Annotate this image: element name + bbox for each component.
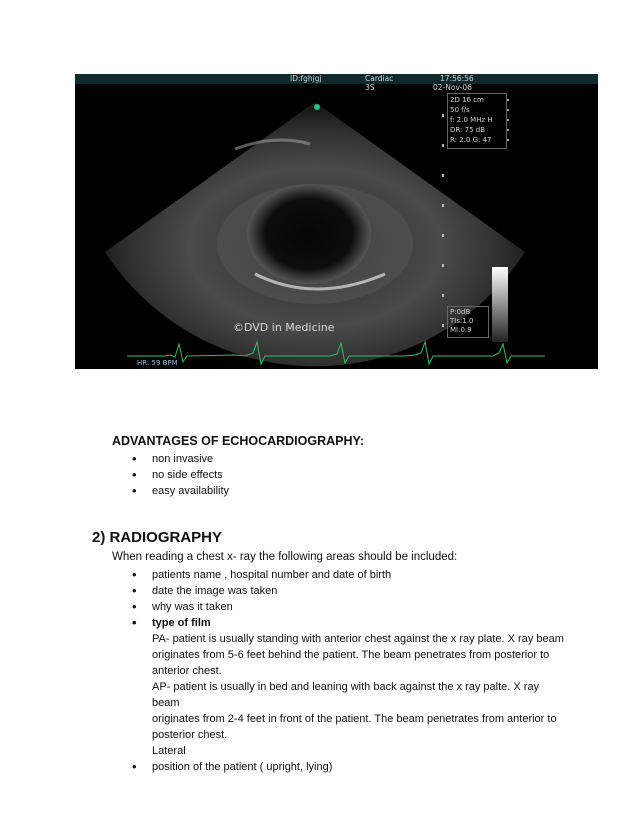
grayscale-bar	[492, 267, 508, 342]
mode-label: Cardiac	[365, 74, 394, 83]
param-gain: R: 2.0 G: 47	[450, 136, 492, 144]
list-item: • non invasive	[128, 451, 229, 467]
probe-label: 3S	[365, 83, 375, 92]
right-scale	[507, 99, 509, 141]
ultrasound-scan-graphic	[75, 74, 598, 369]
top-info-bar	[75, 74, 598, 84]
film-detail-line: Lateral	[152, 745, 186, 757]
film-type-label: • type of film	[152, 617, 211, 629]
output-power: P:0dB	[450, 308, 471, 316]
time-label: 17:56:56	[440, 74, 474, 83]
output-tis: TIs:1.0	[450, 317, 474, 325]
list-item: • patients name , hospital number and date of birth	[128, 567, 568, 583]
list-item: • position of the patient ( upright, lying)	[128, 759, 568, 775]
list-item-film-type	[128, 615, 568, 759]
film-detail-line: anterior chest.	[152, 665, 222, 677]
film-detail-line: originates from 2-4 feet in front of the patient. The beam penetrates from anterior to	[152, 713, 557, 725]
output-mi: MI:0.9	[450, 326, 472, 334]
film-detail-line: posterior chest.	[152, 729, 228, 741]
section-title: 2) RADIOGRAPHY	[92, 529, 223, 546]
param-dynamic-range: DR: 75 dB	[450, 126, 485, 134]
param-depth: 2D 16 cm	[450, 96, 484, 104]
section-intro: When reading a chest x- ray the following areas should be included:	[112, 551, 458, 563]
film-detail-line: AP- patient is usually in bed and leaning with back against the x ray palte. X ray beam	[152, 681, 540, 709]
list-item: • date the image was taken	[128, 583, 568, 599]
radiography-list	[128, 567, 568, 775]
watermark: ©DVD in Medicine	[233, 321, 335, 334]
film-detail-line: originates from 5-6 feet behind the patient. The beam penetrates from posterior to	[152, 649, 550, 661]
patient-id: ID:fghjgj	[290, 74, 322, 83]
param-framerate: 50 f/s	[450, 106, 470, 114]
list-item: • no side effects	[128, 467, 229, 483]
ventricle-cavity	[247, 184, 371, 284]
date-label: 02-Nov-06	[433, 83, 472, 92]
advantages-heading: ADVANTAGES OF ECHOCARDIOGRAPHY:	[112, 434, 365, 448]
list-item: • why was it taken	[128, 599, 568, 615]
param-frequency: f: 2.0 MHz H	[450, 116, 493, 124]
heart-rate: HR: 59 BPM	[137, 359, 178, 367]
film-detail-line: PA- patient is usually standing with anterior chest against the x ray plate. X ray beam	[152, 633, 564, 645]
advantages-list	[128, 451, 229, 499]
echocardiogram-image	[75, 74, 598, 369]
list-item: • easy availability	[128, 483, 229, 499]
focus-marker	[314, 104, 320, 110]
